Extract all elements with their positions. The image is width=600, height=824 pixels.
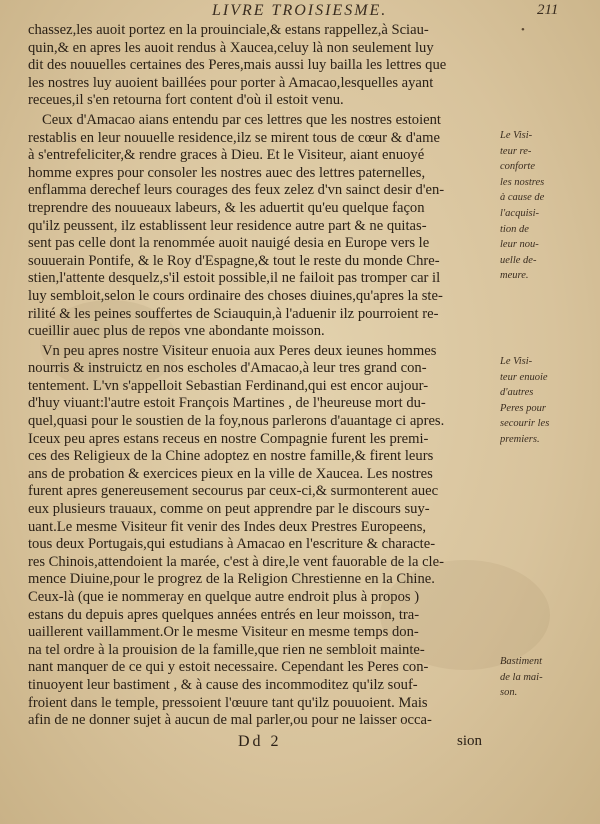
- text-line: nourris & instruictz en nos escholes d'Amacao,à leur tres grand con-: [28, 360, 427, 377]
- text-line: res Chinois,attendoient la marée, c'est à dire,le vent fauorable de la cle-: [28, 553, 444, 570]
- text-line: sent pas celle dont la renommée auoit nauigé desia en Europe vers le: [28, 235, 430, 252]
- text-line: furent apres genereusement secourus par ceux-ci,& surmonterent auec: [28, 483, 439, 500]
- note-line: les nostres: [500, 176, 545, 188]
- text-line: Ceux d'Amacao aians entendu par ces lettres que les nostres estoient: [42, 111, 441, 128]
- text-line: homme expres pour consoler les nostres auec des lettres paternelles,: [28, 164, 426, 181]
- note-line: de la mai-: [500, 671, 543, 683]
- note-line: uelle de-: [500, 254, 537, 266]
- text-line: Ceux-là (que ie nommeray en quelque autre endroit plus à propos ): [28, 589, 420, 605]
- text-line: les nostres luy auoient baillées pour porter à Amacao,lesquelles ayant: [28, 74, 434, 91]
- note-line: Bastiment: [500, 656, 542, 667]
- text-line: qu'ilz peussent, ilz establissent leur residence autre part & ne quitas-: [28, 217, 427, 234]
- margin-note-visiteur-reconforte: [500, 128, 598, 284]
- text-line: mence Diuine,pour le progrez de la Religion Chrestienne en la Chine.: [28, 571, 435, 588]
- text-line: à s'entrefeliciter,& rendre graces à Dieu. Et le Visiteur, aiant enuoyé: [28, 147, 425, 164]
- text-line: ans de probation & exercices pieux en la ville de Xaucea. Les nostres: [28, 465, 433, 482]
- running-title: LIVRE TROISIESME.: [212, 2, 388, 19]
- text-line: stien,l'attente desquelz,s'il estoit possible,il ne failoit pas tromper car il: [28, 270, 441, 287]
- note-line: leur nou-: [500, 239, 539, 251]
- text-line: froient dans le temple, pressoient l'œuure tant qu'ilz pouuoient. Mais: [28, 694, 428, 711]
- signature-mark: Dd 2: [238, 733, 282, 750]
- text-line: tous deux Portugais,qui estudians à Amacao en l'escriture & characte-: [28, 536, 436, 553]
- text-line: uaillerent vaillamment.Or le mesme Visiteur en mesme temps don-: [28, 624, 419, 641]
- text-line: enflamma derechef leurs courages des feux zelez d'vn sainct desir d'en-: [28, 182, 445, 199]
- text-line: eux plusieurs trauaux, comme on peut apprendre par le discours suy-: [28, 501, 430, 518]
- text-line: chassez,les auoit portez en la prouinciale,& estans rappellez,à Sciau-: [28, 22, 429, 38]
- text-line: Iceux peu apres estans receus en nostre Compagnie furent les premi-: [28, 430, 429, 447]
- paragraph: [28, 112, 500, 341]
- note-line: tion de: [500, 223, 529, 235]
- page-footer: [0, 733, 600, 757]
- text-line: tentement. L'vn s'appelloit Sebastian Ferdinand,qui est encor aujour-: [28, 377, 429, 394]
- text-line: dit des nouuelles certaines des Peres,mais aussi luy bailla les lettres que: [28, 57, 447, 74]
- note-line: à cause de: [500, 192, 545, 204]
- note-line: teur re-: [500, 145, 532, 157]
- note-line: Le Visi-: [500, 356, 533, 367]
- note-line: Le Visi-: [500, 130, 533, 141]
- text-line: cueillir auec plus de repos vne abondante moisson.: [28, 323, 325, 340]
- text-line: treprendre des nouueaux labeurs, & les aduertit qu'eu quelque façon: [28, 199, 425, 216]
- text-line: ces des Religieux de la Chine adoptez en nostre famille,& firent leurs: [28, 448, 434, 465]
- note-line: Peres pour: [500, 402, 546, 414]
- note-line: meure.: [500, 270, 529, 282]
- text-line: quel,quasi pour le soustien de la foy,nous parlerons d'auantage ci apres.: [28, 413, 445, 430]
- note-line: l'acquisi-: [500, 207, 539, 219]
- text-line: na tel ordre à la prouision de la famille,que rien ne sembloit mainte-: [28, 641, 425, 658]
- text-line: luy sembloit,selon le cours ordinaire des choses diuines,qu'apres la ste-: [28, 287, 443, 304]
- note-line: teur enuoie: [500, 371, 548, 383]
- text-line: nant manquer de ce qui y estoit necessaire. Cependant les Peres con-: [28, 659, 429, 676]
- text-line: estans du depuis apres quelques années entrés en leur moisson, tra-: [28, 606, 420, 623]
- paragraph: [28, 343, 500, 730]
- text-line: rilité & les peines souffertes de Sciauquin,à l'aduenir ilz pourroient re-: [28, 305, 439, 322]
- text-line: tinuoyent leur bastiment , & à cause des incommoditez qu'ilz souf-: [28, 676, 418, 693]
- page-header: [0, 2, 600, 24]
- note-line: premiers.: [500, 433, 540, 445]
- note-line: conforte: [500, 161, 535, 173]
- note-line: son.: [500, 687, 518, 699]
- text-line: quin,& en apres les auoit rendus à Xaucea,celuy là non seulement luy: [28, 39, 434, 56]
- text-line: afin de ne donner sujet à aucun de mal parler,ou pour ne laisser occa-: [28, 712, 432, 729]
- text-line: d'huy viuant:l'autre estoit François Martines , de l'heureuse mort du-: [28, 395, 426, 412]
- text-line: Vn peu apres nostre Visiteur enuoia aux Peres deux ieunes hommes: [42, 342, 437, 359]
- paragraph: [28, 22, 500, 110]
- text-line: souuerain Pontife, & le Roy d'Espagne,& tout le reste du monde Chre-: [28, 252, 440, 269]
- text-line: uant.Le mesme Visiteur fit venir des Indes deux Prestres Europeens,: [28, 518, 427, 535]
- text-line: restablis en leur nouuelle residence,ilz se mirent tous de cœur & d'ame: [28, 129, 440, 146]
- page-number: 211: [537, 2, 559, 18]
- margin-note-visiteur-enuoie: [500, 354, 598, 448]
- printer-mark: •: [521, 24, 525, 36]
- note-line: d'autres: [500, 387, 534, 399]
- text-line: receues,il s'en retourna fort content d'où il estoit venu.: [28, 92, 344, 109]
- note-line: secourir les: [500, 418, 550, 430]
- main-text: [28, 22, 500, 732]
- catchword: sion: [457, 733, 483, 749]
- margin-note-bastiment: [500, 654, 598, 701]
